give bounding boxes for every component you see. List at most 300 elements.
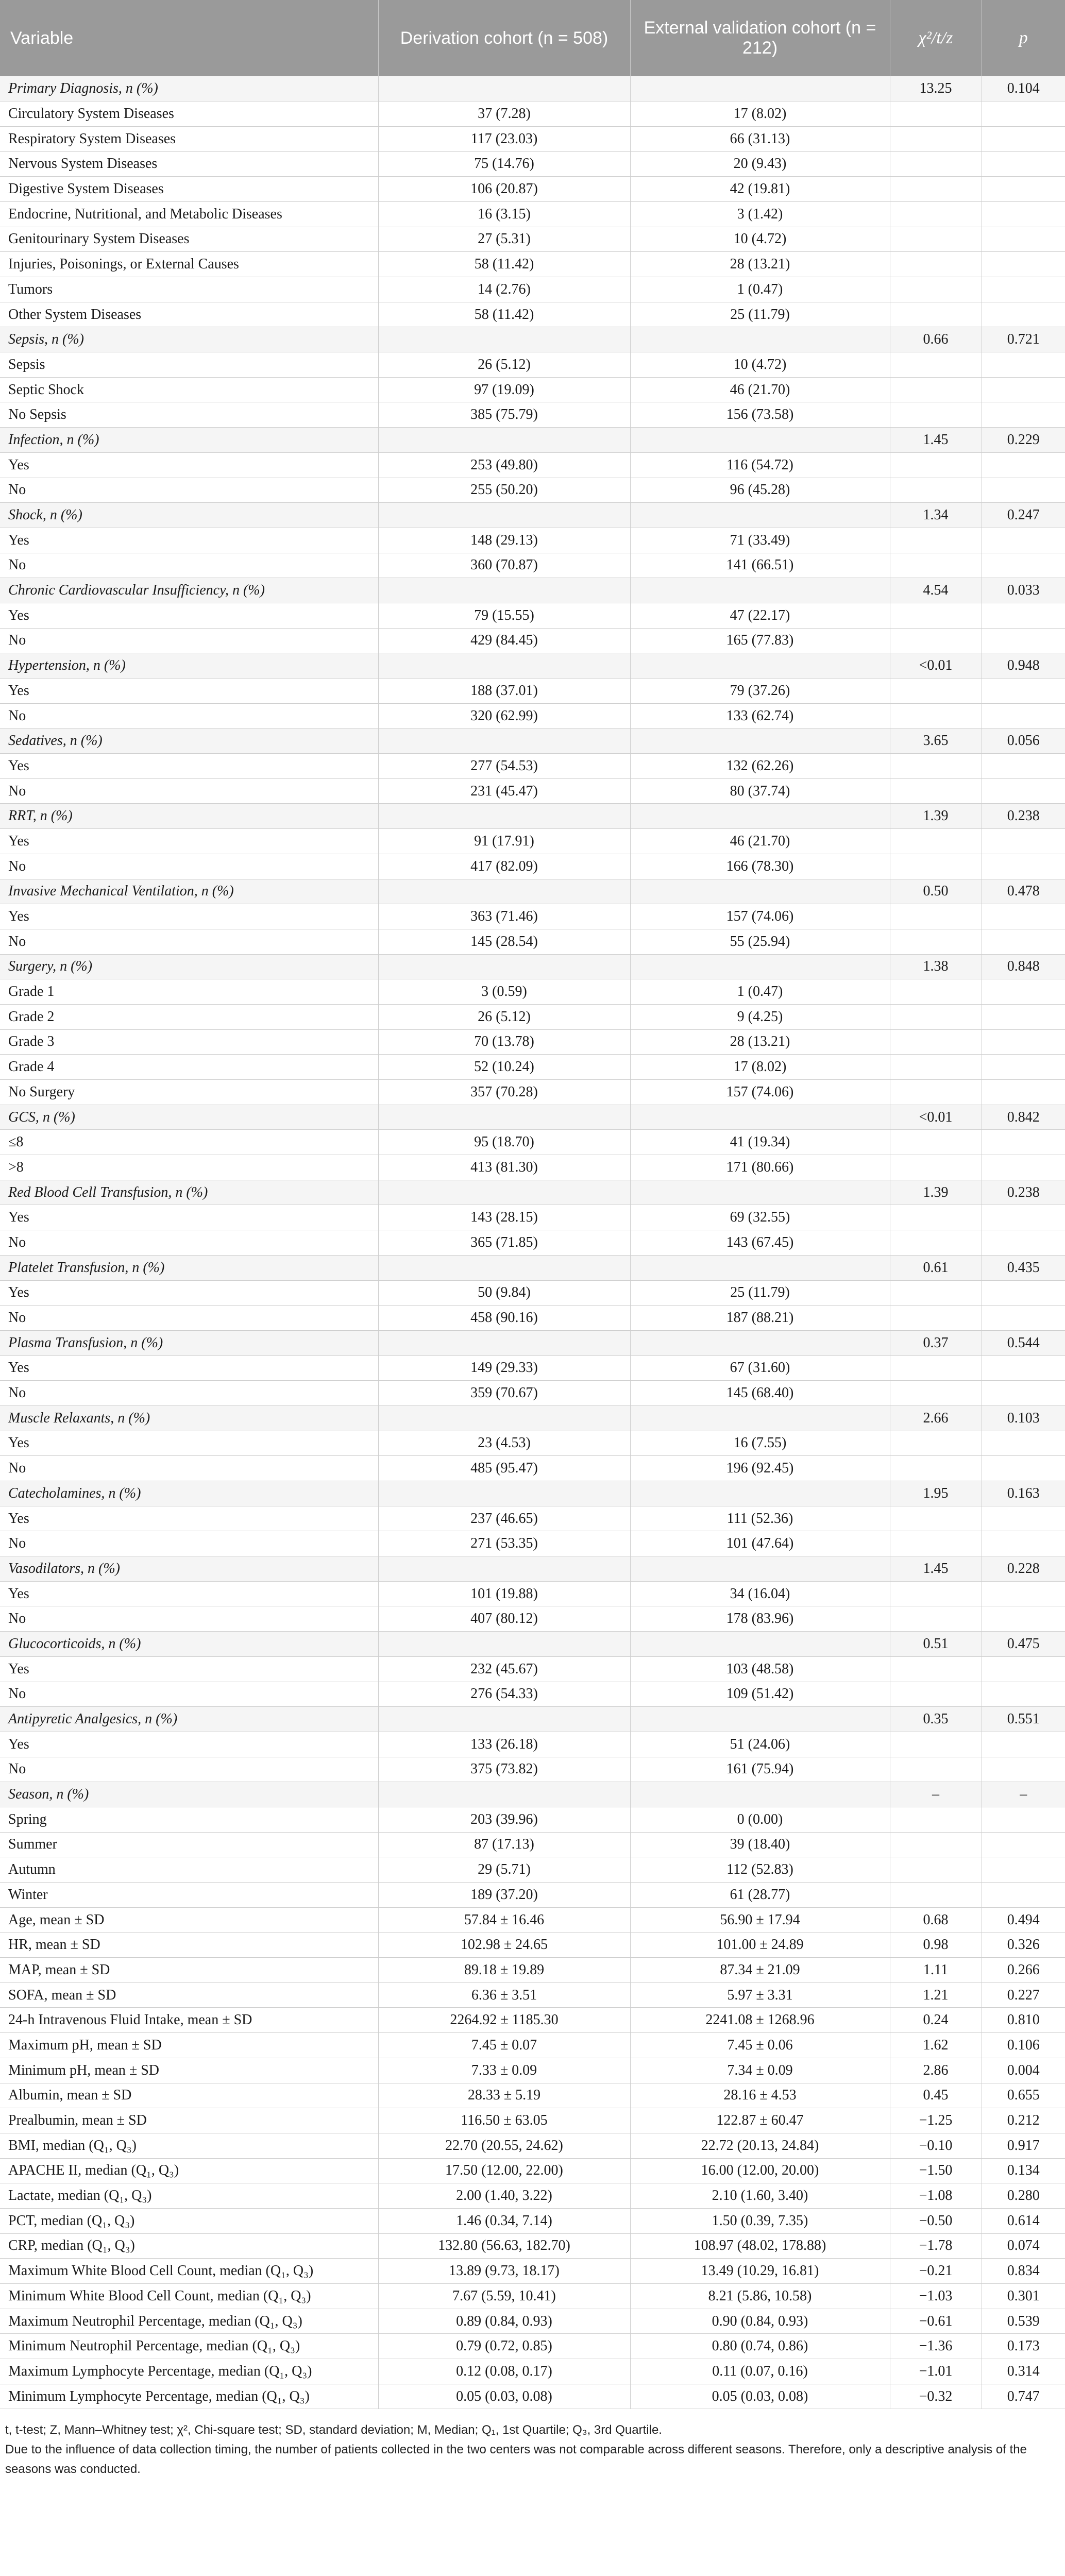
cell-statistic: 1.11 [890, 1958, 982, 1983]
table-row [0, 252, 1065, 277]
cell-variable: Yes [0, 1205, 378, 1230]
cell-statistic [890, 201, 982, 227]
cell-variable: Maximum pH, mean ± SD [0, 2033, 378, 2058]
table-row [0, 904, 1065, 929]
cell-derivation: 26 (5.12) [378, 352, 630, 378]
cell-derivation: 277 (54.53) [378, 754, 630, 779]
table-row [0, 1531, 1065, 1556]
cell-variable: 24-h Intravenous Fluid Intake, mean ± SD [0, 2008, 378, 2033]
cell-p-value [982, 1355, 1065, 1381]
cell-p-value: 0.227 [982, 1982, 1065, 2008]
cell-validation: 116 (54.72) [630, 452, 890, 478]
cell-derivation: 14 (2.76) [378, 277, 630, 302]
cell-p-value [982, 553, 1065, 578]
cell-statistic [890, 1230, 982, 1256]
cell-p-value [982, 1656, 1065, 1682]
cell-validation: 101 (47.64) [630, 1531, 890, 1556]
table-row [0, 151, 1065, 177]
cell-derivation [378, 804, 630, 829]
cell-statistic: 0.51 [890, 1632, 982, 1657]
table-row [0, 679, 1065, 704]
cell-validation: 17 (8.02) [630, 1055, 890, 1080]
table-row [0, 2033, 1065, 2058]
header-derivation-cohort: Derivation cohort (n = 508) [378, 0, 630, 76]
cell-derivation: 2.00 (1.40, 3.22) [378, 2183, 630, 2209]
cell-derivation: 7.45 ± 0.07 [378, 2033, 630, 2058]
cell-variable: PCT, median (Q₁, Q₃) [0, 2208, 378, 2233]
cell-p-value [982, 929, 1065, 954]
cell-derivation: 232 (45.67) [378, 1656, 630, 1682]
cell-derivation: 375 (73.82) [378, 1757, 630, 1782]
cell-validation: 61 (28.77) [630, 1883, 890, 1908]
cell-variable: Plasma Transfusion, n (%) [0, 1330, 378, 1355]
cell-p-value [982, 177, 1065, 202]
cell-p-value: 0.238 [982, 1180, 1065, 1205]
group-header-row [0, 1255, 1065, 1280]
cell-statistic [890, 628, 982, 653]
cell-statistic [890, 177, 982, 202]
cell-p-value: 0.539 [982, 2309, 1065, 2334]
cell-variable: No [0, 929, 378, 954]
group-header-row [0, 1556, 1065, 1582]
table-row [0, 979, 1065, 1005]
cell-derivation [378, 1105, 630, 1130]
cell-validation: 46 (21.70) [630, 377, 890, 402]
table-row [0, 1606, 1065, 1632]
cell-validation: 156 (73.58) [630, 402, 890, 428]
cell-variable: Grade 4 [0, 1055, 378, 1080]
cell-derivation: 429 (84.45) [378, 628, 630, 653]
table-row [0, 2133, 1065, 2158]
cell-variable: APACHE II, median (Q₁, Q₃) [0, 2158, 378, 2183]
table-row [0, 1907, 1065, 1933]
cell-p-value [982, 628, 1065, 653]
cell-derivation: 363 (71.46) [378, 904, 630, 929]
table-row [0, 2108, 1065, 2133]
table-row [0, 352, 1065, 378]
cell-p-value [982, 1832, 1065, 1857]
cell-validation [630, 1105, 890, 1130]
cell-variable: Yes [0, 1431, 378, 1456]
cell-statistic [890, 1832, 982, 1857]
table-row [0, 1857, 1065, 1883]
cell-derivation: 255 (50.20) [378, 478, 630, 503]
cell-statistic [890, 1456, 982, 1481]
cell-statistic: −0.61 [890, 2309, 982, 2334]
group-header-row [0, 954, 1065, 979]
cell-derivation [378, 1782, 630, 1807]
cell-derivation [378, 503, 630, 528]
cell-statistic [890, 1581, 982, 1606]
group-header-row [0, 1180, 1065, 1205]
table-row [0, 1656, 1065, 1682]
cell-variable: Winter [0, 1883, 378, 1908]
table-row [0, 1958, 1065, 1983]
cell-variable: No [0, 1456, 378, 1481]
cell-statistic [890, 929, 982, 954]
cell-statistic [890, 1857, 982, 1883]
table-row [0, 2158, 1065, 2183]
table-row [0, 1230, 1065, 1256]
table-row [0, 1982, 1065, 2008]
cell-statistic [890, 1355, 982, 1381]
cell-validation [630, 1481, 890, 1506]
cell-statistic [890, 1280, 982, 1306]
cell-statistic: −1.78 [890, 2233, 982, 2259]
cell-validation: 2.10 (1.60, 3.40) [630, 2183, 890, 2209]
table-row [0, 2008, 1065, 2033]
cell-variable: Vasodilators, n (%) [0, 1556, 378, 1582]
cell-variable: Grade 3 [0, 1029, 378, 1055]
cell-p-value [982, 829, 1065, 854]
table-row [0, 2309, 1065, 2334]
cell-p-value [982, 402, 1065, 428]
table-row [0, 1080, 1065, 1105]
cell-p-value: 0.314 [982, 2359, 1065, 2384]
cell-p-value: 0.478 [982, 879, 1065, 904]
cell-validation: 1 (0.47) [630, 979, 890, 1005]
table-row [0, 402, 1065, 428]
cell-statistic: 0.24 [890, 2008, 982, 2033]
cell-variable: No [0, 1230, 378, 1256]
cell-validation: 0.11 (0.07, 0.16) [630, 2359, 890, 2384]
cell-validation: 196 (92.45) [630, 1456, 890, 1481]
cell-derivation: 37 (7.28) [378, 101, 630, 127]
cell-statistic: – [890, 1782, 982, 1807]
cell-p-value [982, 1506, 1065, 1531]
cell-variable: Grade 2 [0, 1004, 378, 1029]
cell-statistic: −1.08 [890, 2183, 982, 2209]
cell-derivation: 485 (95.47) [378, 1456, 630, 1481]
cell-variable: No [0, 1606, 378, 1632]
cell-validation: 67 (31.60) [630, 1355, 890, 1381]
cell-p-value [982, 1004, 1065, 1029]
cell-statistic [890, 402, 982, 428]
table-row [0, 1832, 1065, 1857]
cell-variable: Septic Shock [0, 377, 378, 402]
cell-statistic: −0.32 [890, 2384, 982, 2409]
table-row [0, 1004, 1065, 1029]
cell-p-value: 0.917 [982, 2133, 1065, 2158]
cell-p-value: 0.074 [982, 2233, 1065, 2259]
cell-validation: 16 (7.55) [630, 1431, 890, 1456]
cell-variable: Muscle Relaxants, n (%) [0, 1405, 378, 1431]
cell-validation: 25 (11.79) [630, 1280, 890, 1306]
cell-variable: Endocrine, Nutritional, and Metabolic Diseases [0, 201, 378, 227]
cell-variable: Red Blood Cell Transfusion, n (%) [0, 1180, 378, 1205]
cell-p-value [982, 1581, 1065, 1606]
cell-statistic [890, 1004, 982, 1029]
cell-statistic [890, 1029, 982, 1055]
cell-p-value [982, 101, 1065, 127]
cell-variable: SOFA, mean ± SD [0, 1982, 378, 2008]
group-header-row [0, 578, 1065, 603]
cell-statistic [890, 151, 982, 177]
cell-derivation: 52 (10.24) [378, 1055, 630, 1080]
cell-p-value [982, 703, 1065, 728]
cell-variable: Tumors [0, 277, 378, 302]
cell-p-value [982, 1807, 1065, 1832]
cell-derivation: 13.89 (9.73, 18.17) [378, 2259, 630, 2284]
cell-statistic: 1.39 [890, 1180, 982, 1205]
cell-statistic: 0.45 [890, 2083, 982, 2108]
group-header-row [0, 1405, 1065, 1431]
cell-derivation: 143 (28.15) [378, 1205, 630, 1230]
cell-statistic [890, 1506, 982, 1531]
cell-statistic [890, 679, 982, 704]
table-row [0, 929, 1065, 954]
cell-p-value [982, 1732, 1065, 1757]
cell-validation: 1.50 (0.39, 7.35) [630, 2208, 890, 2233]
cell-variable: Yes [0, 528, 378, 553]
cell-variable: Minimum Neutrophil Percentage, median (Q₁, Q₃) [0, 2334, 378, 2359]
cell-derivation [378, 1405, 630, 1431]
cell-statistic [890, 1531, 982, 1556]
cell-variable: ≤8 [0, 1130, 378, 1155]
cell-p-value [982, 754, 1065, 779]
cell-variable: Yes [0, 1506, 378, 1531]
cell-variable: No [0, 628, 378, 653]
cell-statistic: 0.37 [890, 1330, 982, 1355]
cell-statistic [890, 478, 982, 503]
table-row [0, 829, 1065, 854]
cell-derivation: 91 (17.91) [378, 829, 630, 854]
cell-derivation: 26 (5.12) [378, 1004, 630, 1029]
cell-p-value [982, 778, 1065, 804]
cell-derivation: 271 (53.35) [378, 1531, 630, 1556]
cell-validation: 10 (4.72) [630, 352, 890, 378]
cell-p-value [982, 1280, 1065, 1306]
cell-variable: Other System Diseases [0, 302, 378, 327]
cell-variable: RRT, n (%) [0, 804, 378, 829]
cell-derivation [378, 1330, 630, 1355]
cell-derivation [378, 1481, 630, 1506]
cell-variable: Yes [0, 1656, 378, 1682]
cell-validation: 47 (22.17) [630, 603, 890, 628]
header-p-value: p [1019, 28, 1028, 47]
cell-derivation: 231 (45.47) [378, 778, 630, 804]
table-row [0, 603, 1065, 628]
cell-variable: Yes [0, 1355, 378, 1381]
cell-derivation: 149 (29.33) [378, 1355, 630, 1381]
cell-statistic [890, 1606, 982, 1632]
cell-derivation [378, 76, 630, 101]
cell-variable: Maximum Neutrophil Percentage, median (Q₁, Q₃) [0, 2309, 378, 2334]
cell-variable: No [0, 778, 378, 804]
cell-validation: 66 (31.13) [630, 126, 890, 151]
group-header-row [0, 1105, 1065, 1130]
cell-p-value: 0.134 [982, 2158, 1065, 2183]
group-header-row [0, 879, 1065, 904]
cell-statistic [890, 528, 982, 553]
cell-derivation: 106 (20.87) [378, 177, 630, 202]
cell-validation: 9 (4.25) [630, 1004, 890, 1029]
cell-statistic [890, 126, 982, 151]
cell-variable: Spring [0, 1807, 378, 1832]
cell-validation [630, 503, 890, 528]
cell-derivation: 102.98 ± 24.65 [378, 1933, 630, 1958]
table-row [0, 1757, 1065, 1782]
cell-statistic [890, 377, 982, 402]
cell-statistic [890, 829, 982, 854]
cell-p-value [982, 1456, 1065, 1481]
cell-variable: CRP, median (Q₁, Q₃) [0, 2233, 378, 2259]
cell-p-value: 0.834 [982, 2259, 1065, 2284]
cell-validation: 41 (19.34) [630, 1130, 890, 1155]
cell-statistic [890, 979, 982, 1005]
cell-variable: Circulatory System Diseases [0, 101, 378, 127]
cell-statistic: 4.54 [890, 578, 982, 603]
cell-derivation: 148 (29.13) [378, 528, 630, 553]
cell-statistic [890, 703, 982, 728]
cell-derivation: 357 (70.28) [378, 1080, 630, 1105]
cell-statistic: 0.35 [890, 1707, 982, 1732]
cell-p-value [982, 478, 1065, 503]
cell-derivation: 58 (11.42) [378, 302, 630, 327]
table-row [0, 2058, 1065, 2083]
cell-derivation: 0.12 (0.08, 0.17) [378, 2359, 630, 2384]
cell-validation: 56.90 ± 17.94 [630, 1907, 890, 1933]
header-validation-cohort: External validation cohort (n = 212) [630, 0, 890, 76]
cell-validation [630, 1180, 890, 1205]
cell-derivation: 385 (75.79) [378, 402, 630, 428]
cell-derivation: 2264.92 ± 1185.30 [378, 2008, 630, 2033]
cell-validation: 166 (78.30) [630, 854, 890, 879]
cell-p-value: 0.842 [982, 1105, 1065, 1130]
cell-p-value: 0.435 [982, 1255, 1065, 1280]
cell-variable: Respiratory System Diseases [0, 126, 378, 151]
cell-p-value [982, 151, 1065, 177]
cell-statistic: 0.50 [890, 879, 982, 904]
cell-statistic: 2.86 [890, 2058, 982, 2083]
cell-derivation: 116.50 ± 63.05 [378, 2108, 630, 2133]
cell-derivation: 0.79 (0.72, 0.85) [378, 2334, 630, 2359]
cell-statistic: 13.25 [890, 76, 982, 101]
table-row [0, 1055, 1065, 1080]
cell-derivation: 0.89 (0.84, 0.93) [378, 2309, 630, 2334]
table-row [0, 778, 1065, 804]
cell-validation: 28 (13.21) [630, 252, 890, 277]
cell-derivation: 360 (70.87) [378, 553, 630, 578]
cell-derivation [378, 1556, 630, 1582]
cell-statistic: 1.62 [890, 2033, 982, 2058]
cell-p-value [982, 1306, 1065, 1331]
cell-validation: 8.21 (5.86, 10.58) [630, 2284, 890, 2309]
cell-variable: Platelet Transfusion, n (%) [0, 1255, 378, 1280]
cell-derivation: 75 (14.76) [378, 151, 630, 177]
cell-statistic [890, 302, 982, 327]
cell-statistic: <0.01 [890, 653, 982, 679]
cell-statistic [890, 1732, 982, 1757]
table-row [0, 1506, 1065, 1531]
cell-validation: 34 (16.04) [630, 1581, 890, 1606]
cell-p-value [982, 1381, 1065, 1406]
cell-p-value: – [982, 1782, 1065, 1807]
cell-p-value [982, 277, 1065, 302]
table-row [0, 1205, 1065, 1230]
cell-p-value: 0.104 [982, 76, 1065, 101]
table-row [0, 1280, 1065, 1306]
cell-validation: 51 (24.06) [630, 1732, 890, 1757]
cell-statistic [890, 1381, 982, 1406]
cell-statistic: 2.66 [890, 1405, 982, 1431]
cell-p-value [982, 603, 1065, 628]
cell-p-value: 0.247 [982, 503, 1065, 528]
cell-p-value: 0.229 [982, 428, 1065, 453]
cell-validation: 28.16 ± 4.53 [630, 2083, 890, 2108]
cell-validation: 2241.08 ± 1268.96 [630, 2008, 890, 2033]
cell-validation [630, 728, 890, 754]
cell-derivation: 133 (26.18) [378, 1732, 630, 1757]
group-header-row [0, 1330, 1065, 1355]
cell-statistic: <0.01 [890, 1105, 982, 1130]
cell-variable: Sepsis, n (%) [0, 327, 378, 352]
cell-p-value [982, 528, 1065, 553]
cell-derivation: 188 (37.01) [378, 679, 630, 704]
cell-derivation: 320 (62.99) [378, 703, 630, 728]
cell-validation [630, 1707, 890, 1732]
cell-variable: Season, n (%) [0, 1782, 378, 1807]
group-header-row [0, 1632, 1065, 1657]
cell-variable: No [0, 1757, 378, 1782]
table-row [0, 854, 1065, 879]
cell-p-value: 0.173 [982, 2334, 1065, 2359]
cell-statistic: 0.68 [890, 1907, 982, 1933]
cell-validation: 25 (11.79) [630, 302, 890, 327]
cell-p-value: 0.326 [982, 1933, 1065, 1958]
table-row [0, 1306, 1065, 1331]
cell-validation: 42 (19.81) [630, 177, 890, 202]
table-row [0, 2284, 1065, 2309]
cell-validation: 132 (62.26) [630, 754, 890, 779]
cell-validation: 39 (18.40) [630, 1832, 890, 1857]
cell-statistic [890, 904, 982, 929]
cell-validation: 17 (8.02) [630, 101, 890, 127]
cell-variable: Yes [0, 1581, 378, 1606]
cell-derivation: 95 (18.70) [378, 1130, 630, 1155]
cell-p-value: 0.848 [982, 954, 1065, 979]
cell-variable: GCS, n (%) [0, 1105, 378, 1130]
table-row [0, 277, 1065, 302]
cell-variable: Yes [0, 1280, 378, 1306]
cell-derivation: 22.70 (20.55, 24.62) [378, 2133, 630, 2158]
cell-validation: 5.97 ± 3.31 [630, 1982, 890, 2008]
cell-validation: 143 (67.45) [630, 1230, 890, 1256]
cell-variable: Glucocorticoids, n (%) [0, 1632, 378, 1657]
cell-derivation: 16 (3.15) [378, 201, 630, 227]
cell-validation: 141 (66.51) [630, 553, 890, 578]
cell-statistic: 1.34 [890, 503, 982, 528]
table-row [0, 1155, 1065, 1180]
cell-validation: 165 (77.83) [630, 628, 890, 653]
cell-validation: 161 (75.94) [630, 1757, 890, 1782]
cell-p-value: 0.614 [982, 2208, 1065, 2233]
cell-p-value: 0.033 [982, 578, 1065, 603]
table-row [0, 1355, 1065, 1381]
cell-statistic [890, 1757, 982, 1782]
footnote-abbreviations: t, t-test; Z, Mann–Whitney test; χ², Chi-square test; SD, standard deviation; M, Median; Q₁, 1st Quartile; Q₃, 3rd Quartile. [5, 2423, 662, 2437]
cell-derivation [378, 728, 630, 754]
cell-derivation: 3 (0.59) [378, 979, 630, 1005]
cell-derivation: 253 (49.80) [378, 452, 630, 478]
cell-statistic [890, 452, 982, 478]
cell-statistic [890, 854, 982, 879]
cell-p-value: 0.747 [982, 2384, 1065, 2409]
cell-variable: Digestive System Diseases [0, 177, 378, 202]
cell-p-value [982, 854, 1065, 879]
table-row [0, 302, 1065, 327]
cell-validation: 108.97 (48.02, 178.88) [630, 2233, 890, 2259]
